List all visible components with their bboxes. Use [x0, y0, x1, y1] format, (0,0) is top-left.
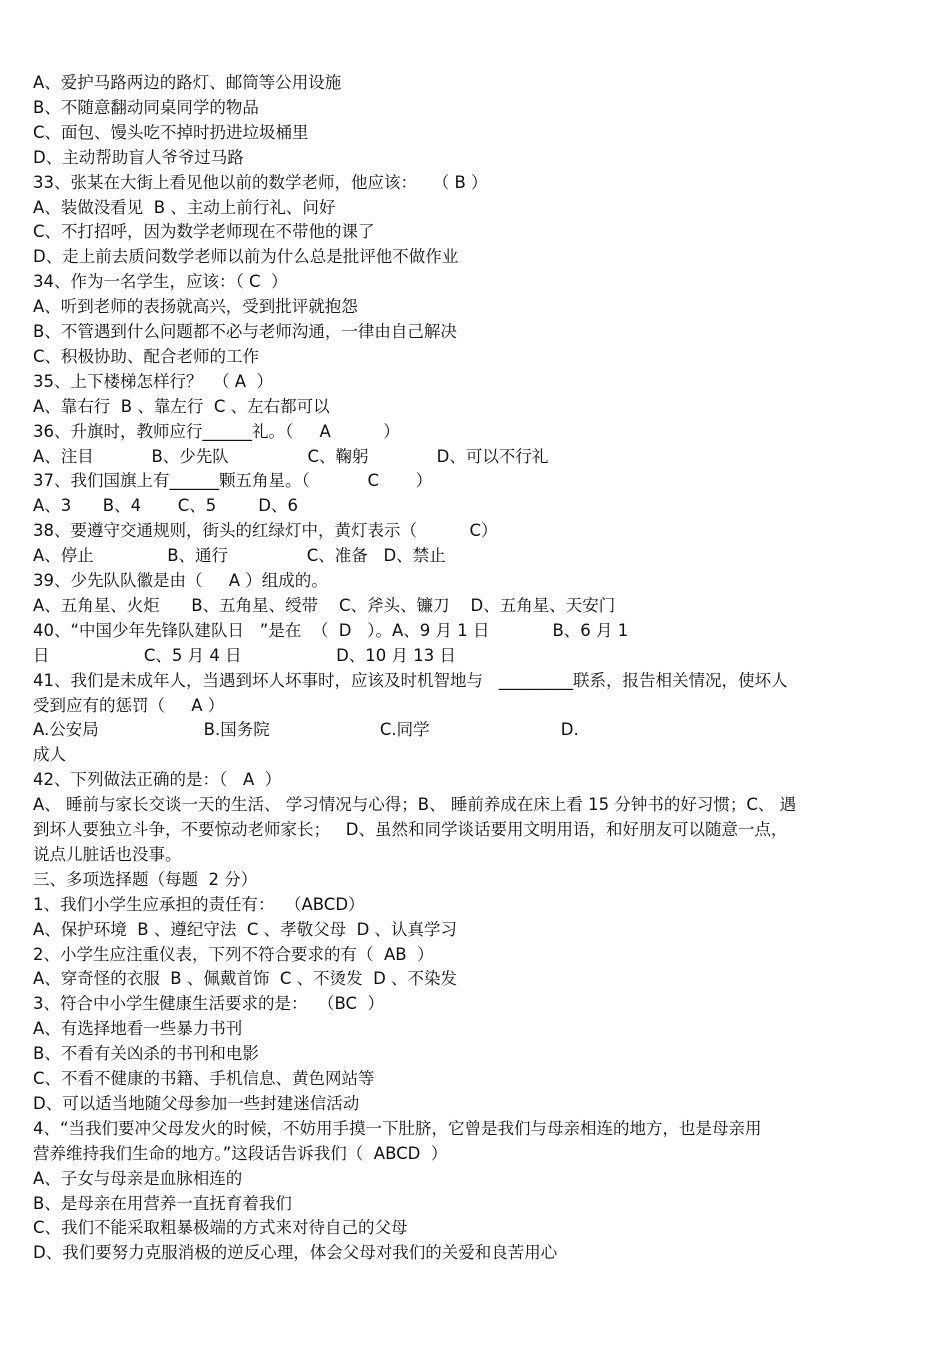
text-line — [33, 792, 796, 817]
text-line — [33, 817, 787, 842]
text-line-content: A、3 B、4 C、5 D、6 — [33, 496, 298, 516]
text-line — [33, 468, 432, 493]
text-line-content: 日 C、5 月 4 日 D、10 月 13 日 — [33, 645, 456, 665]
text-line-content: A、 睡前与家长交谈一天的生活、 学习情况与心得；B、 睡前养成在床上看 15 分钟书的好习惯；C、 遇 — [33, 795, 797, 815]
text-line — [33, 1116, 762, 1141]
text-line — [33, 394, 330, 419]
text-line — [33, 493, 298, 518]
text-line-content: 42、下列做法正确的是：（ A ） — [33, 770, 282, 790]
text-line-content: 三、多项选择题（每题 2 分） — [33, 869, 258, 889]
text-line-content: 39、少先队队徽是由（ A ）组成的。 — [33, 571, 328, 590]
text-line — [33, 1066, 375, 1091]
text-line — [33, 668, 787, 693]
text-line-content: 到坏人要独立斗争，不要惊动老师家长； D、虽然和同学谈话要用文明用语，和好朋友可以随意一点， — [33, 820, 788, 839]
text-line-content: 34、作为一名学生，应该：（ C ） — [33, 272, 288, 292]
text-line-content: 成人 — [33, 745, 66, 765]
text-line — [33, 319, 457, 344]
text-line — [33, 1191, 292, 1216]
text-line-content: D、走上前去质问数学老师以前为什么总是批评他不做作业 — [33, 247, 459, 267]
text-line-content: A、装做没看见 B 、主动上前行礼、问好 — [33, 197, 336, 217]
text-line — [33, 1091, 359, 1116]
text-line-content: B、不随意翻动同桌同学的物品 — [33, 97, 259, 117]
text-line — [33, 70, 341, 95]
text-line-content: A、停止 B、通行 C、准备 D、禁止 — [33, 546, 446, 566]
text-line — [33, 1041, 259, 1066]
text-line-content: D、主动帮助盲人爷爷过马路 — [33, 147, 244, 167]
text-line — [33, 966, 457, 991]
text-line — [33, 767, 281, 792]
text-line — [33, 369, 273, 394]
text-line-content: 41、我们是未成年人，当遇到坏人坏事时，应该及时机智地与 _________联系，报告相关情况，使坏人 — [33, 670, 788, 690]
text-line — [33, 145, 244, 170]
text-line-content: 40、“中国少年先锋队建队日 ”是在 （ D ）。A、9 月 1 日 B、6 月 1 — [33, 620, 629, 640]
text-line-content: A、靠右行 B 、靠左行 C 、左右都可以 — [33, 396, 330, 416]
text-line-content: 营养维持我们生命的地方。”这段话告诉我们（ ABCD ） — [33, 1143, 448, 1163]
text-line — [33, 543, 446, 568]
text-line-content: A、爱护马路两边的路灯、邮筒等公用设施 — [33, 73, 342, 92]
text-line — [33, 643, 456, 668]
text-line — [33, 742, 66, 767]
text-line — [33, 1016, 242, 1041]
text-line — [33, 917, 457, 942]
text-line — [33, 842, 182, 867]
text-line-content: A、有选择地看一些暴力书刊 — [33, 1019, 243, 1039]
text-line-content: C、我们不能采取粗暴极端的方式来对待自己的父母 — [33, 1218, 408, 1238]
text-line-content: 36、升旗时，教师应行______礼。（ A ） — [33, 421, 400, 441]
text-line — [33, 95, 259, 120]
text-line-content: 37、我们国旗上有______颗五角星。（ C ） — [33, 471, 433, 491]
text-line-content: 说点儿脏话也没事。 — [33, 844, 182, 864]
text-line — [33, 1141, 447, 1166]
text-line — [33, 1215, 408, 1240]
text-line-content: C、面包、馒头吃不掉时扔进垃圾桶里 — [33, 122, 309, 142]
text-line — [33, 419, 400, 444]
text-line-content: 4、“当我们要冲父母发火的时候，不妨用手摸一下肚脐，它曾是我们与母亲相连的地方，也是母亲用 — [33, 1118, 762, 1138]
text-line-content: A、子女与母亲是血脉相连的 — [33, 1168, 243, 1188]
text-line — [33, 269, 288, 294]
text-line-content: 38、要遵守交通规则，街头的红绿灯中，黄灯表示（ C） — [33, 521, 498, 541]
text-line — [33, 618, 628, 643]
text-line — [33, 1166, 242, 1191]
text-line-content: A、注目 B、少先队 C、鞠躬 D、可以不行礼 — [33, 446, 549, 466]
text-line-content: C、不打招呼，因为数学老师现在不带他的课了 — [33, 222, 375, 242]
text-line — [33, 294, 358, 319]
text-line — [33, 1240, 557, 1265]
text-line — [33, 693, 224, 718]
text-line-content: B、不管遇到什么问题都不必与老师沟通，一律由自己解决 — [33, 322, 457, 341]
text-line-content: 受到应有的惩罚（ A ） — [33, 695, 225, 715]
text-line-content: 2、小学生应注重仪表，下列不符合要求的有（ AB ） — [33, 944, 434, 964]
text-line-content: A.公安局 B.国务院 C.同学 D. — [33, 720, 579, 740]
text-line — [33, 344, 259, 369]
text-line-content: A、听到老师的表扬就高兴，受到批评就抱怨 — [33, 297, 358, 317]
text-line-content: A、五角星、火炬 B、五角星、绶带 C、斧头、镰刀 D、五角星、天安门 — [33, 595, 616, 615]
text-line-content: D、我们要努力克服消极的逆反心理，体会父母对我们的关爱和良苦用心 — [33, 1243, 558, 1263]
text-line — [33, 120, 309, 145]
text-line-content: 3、符合中小学生健康生活要求的是： （BC ） — [33, 994, 385, 1014]
text-line — [33, 244, 458, 269]
text-line — [33, 991, 384, 1016]
text-line-content: D、可以适当地随父母参加一些封建迷信活动 — [33, 1093, 360, 1113]
text-line-content: 1、我们小学生应承担的责任有： （ABCD） — [33, 894, 365, 914]
text-line — [33, 593, 615, 618]
text-line-content: B、不看有关凶杀的书刊和电影 — [33, 1044, 259, 1064]
text-line-content: 35、上下楼梯怎样行？ （ A ） — [33, 371, 274, 391]
text-line — [33, 219, 375, 244]
text-line — [33, 942, 434, 967]
text-line-content: A、保护环境 B 、遵纪守法 C 、孝敬父母 D 、认真学习 — [33, 919, 458, 939]
text-line — [33, 568, 328, 593]
text-line-content: B、是母亲在用营养一直抚育着我们 — [33, 1193, 292, 1213]
text-line — [33, 892, 365, 917]
text-line-content: C、积极协助、配合老师的工作 — [33, 346, 260, 366]
text-line-content: C、不看不健康的书籍、手机信息、黄色网站等 — [33, 1069, 375, 1088]
text-line — [33, 518, 497, 543]
text-line-content: A、穿奇怪的衣服 B 、佩戴首饰 C 、不烫发 D 、不染发 — [33, 969, 458, 989]
text-line — [33, 717, 579, 742]
text-line-content: 33、张某在大街上看见他以前的数学老师，他应该： （ B ） — [33, 172, 488, 192]
text-line — [33, 195, 335, 220]
text-line — [33, 170, 488, 195]
text-line — [33, 444, 548, 469]
text-line — [33, 867, 257, 892]
